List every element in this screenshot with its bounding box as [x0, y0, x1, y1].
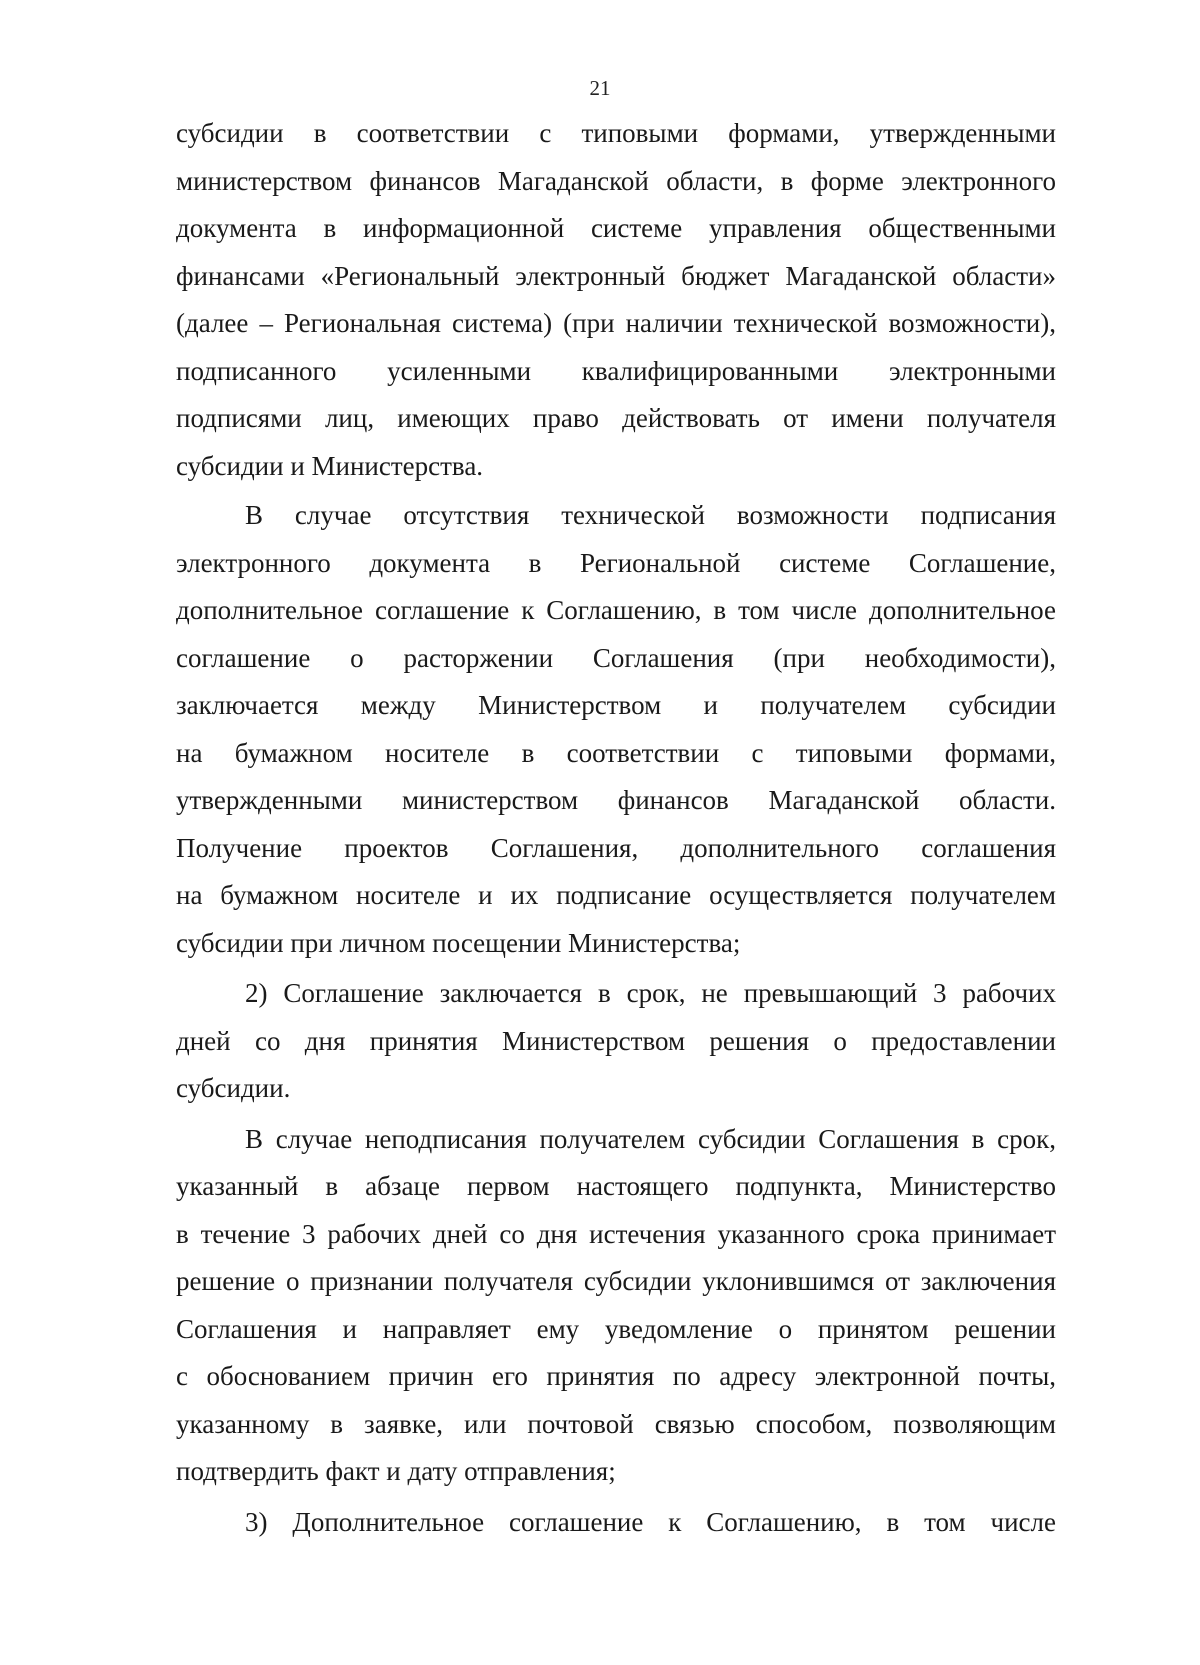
text-line: Соглашения и направляет ему уведомление о принятом решении — [176, 1313, 1056, 1344]
text-line: субсидии при личном посещении Министерства; — [176, 927, 741, 958]
text-line: В случае неподписания получателем субсидии Соглашения в срок, — [245, 1123, 1056, 1154]
text-line: субсидии в соответствии с типовыми формами, утвержденными — [176, 118, 1056, 148]
text-line: министерством финансов Магаданской области, в форме электронного — [176, 165, 1056, 196]
text-line: дополнительное соглашение к Соглашению, в том числе дополнительное — [176, 595, 1056, 625]
text-line: Получение проектов Соглашения, дополнительного соглашения — [176, 832, 1056, 863]
text-line: в течение 3 рабочих дней со дня истечения указанного срока принимает — [176, 1218, 1056, 1249]
text-line: электронного документа в Региональной системе Соглашение, — [176, 547, 1056, 578]
text-line: указанный в абзаце первом настоящего подпункта, Министерство — [176, 1171, 1056, 1201]
text-line: на бумажном носителе и их подписание осуществляется получателем — [176, 880, 1056, 910]
text-line: решение о признании получателя субсидии уклонившимся от заключения — [176, 1266, 1056, 1296]
text-line: утвержденными министерством финансов Магаданской области. — [176, 785, 1056, 815]
document-body — [176, 110, 1056, 1546]
text-line: заключается между Министерством и получателем субсидии — [176, 690, 1056, 720]
text-line: 2) Соглашение заключается в срок, не превышающий 3 рабочих — [245, 978, 1056, 1008]
text-line: подписанного усиленными квалифицированными электронными — [176, 355, 1056, 386]
text-line: на бумажном носителе в соответствии с типовыми формами, — [176, 737, 1056, 768]
text-line: соглашение о расторжении Соглашения (при необходимости), — [176, 642, 1056, 673]
text-line: субсидии. — [176, 1073, 291, 1103]
text-line: 3) Дополнительное соглашение к Соглашению, в том числе — [245, 1506, 1056, 1537]
text-line: указанному в заявке, или почтовой связью способом, позволяющим — [176, 1408, 1056, 1439]
text-line: финансами «Региональный электронный бюджет Магаданской области» — [176, 260, 1056, 291]
text-line: В случае отсутствия технической возможности подписания — [245, 500, 1056, 530]
text-line: подтвердить факт и дату отправления; — [176, 1456, 616, 1486]
text-line: (далее – Региональная система) (при наличии технической возможности), — [176, 308, 1056, 338]
page-number: 21 — [589, 76, 611, 100]
text-line: субсидии и Министерства. — [176, 450, 484, 481]
text-line: подписями лиц, имеющих право действовать от имени получателя — [176, 403, 1056, 433]
text-line: дней со дня принятия Министерством решения о предоставлении — [176, 1025, 1056, 1056]
text-line: документа в информационной системе управления общественными — [176, 213, 1056, 243]
text-line: с обоснованием причин его принятия по адресу электронной почты, — [176, 1361, 1056, 1391]
